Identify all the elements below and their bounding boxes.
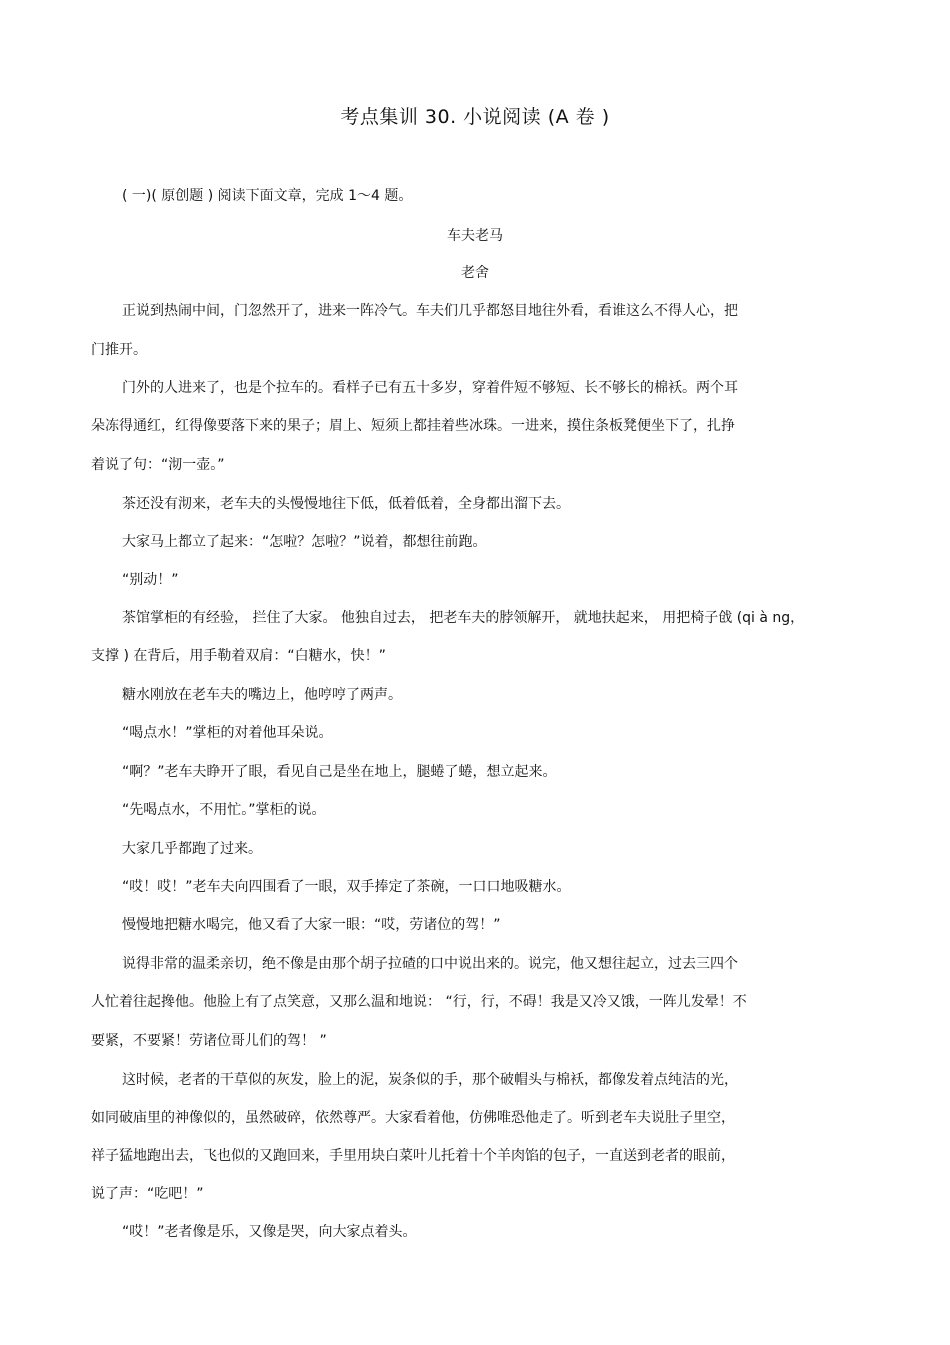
paragraph-line: “喝点水！”掌柜的对着他耳朵说。 [122,725,333,741]
paragraph-line: 茶还没有沏来，老车夫的头慢慢地往下低，低着低着，全身都出溜下去。 [122,496,570,512]
paragraph-line: 人忙着往起搀他。他脸上有了点笑意，又那么温和地说： “行，行，不碍！我是又冷又饿，一阵儿发晕！不 [91,994,747,1010]
paragraph-line: 门推开。 [91,342,147,358]
paragraph-line: 朵冻得通红，红得像要落下来的果子；眉上、短须上都挂着些冰珠。一进来，摸住条板凳便坐下了，扎挣 [91,418,735,434]
story-title: 车夫老马 [447,228,503,244]
paragraph-line: 说得非常的温柔亲切，绝不像是由那个胡子拉碴的口中说出来的。说完，他又想往起立，过去三四个 [122,956,738,972]
paragraph-line: 要紧，不要紧！劳诸位哥儿们的驾！ ” [91,1033,327,1049]
paragraph-line: “啊？”老车夫睁开了眼，看见自己是坐在地上，腿蜷了蜷，想立起来。 [122,764,557,780]
paragraph-line: 慢慢地把糖水喝完，他又看了大家一眼：“哎，劳诸位的驾！” [122,917,501,933]
paragraph-line: 茶馆掌柜的有经验， 拦住了大家。 他独自过去， 把老车夫的脖领解开， 就地扶起来， 用把椅子戗 (qi à ng， [122,610,805,626]
paragraph-line: 着说了句：“沏一壶。” [91,457,225,473]
paragraph-line: 说了声：“吃吧！” [91,1186,204,1202]
paragraph-line: “哎！哎！”老车夫向四围看了一眼，双手捧定了茶碗，一口口地吸糖水。 [122,879,571,895]
paragraph-line: 支撑 ) 在背后，用手勒着双肩：“白糖水，快！” [91,648,386,664]
paragraph-line: “哎！”老者像是乐，又像是哭，向大家点着头。 [122,1224,417,1240]
paragraph-line: 如同破庙里的神像似的，虽然破碎，依然尊严。大家看着他，仿佛唯恐他走了。听到老车夫说肚子里空， [91,1110,735,1126]
paragraph-line: 正说到热闹中间，门忽然开了，进来一阵冷气。车夫们几乎都怒目地往外看，看谁这么不得人心，把 [122,303,738,319]
paragraph-line: “先喝点水，不用忙。”掌柜的说。 [122,802,326,818]
paragraph-line: 大家马上都立了起来：“怎啦？怎啦？”说着，都想往前跑。 [122,534,487,550]
paragraph-line: 糖水刚放在老车夫的嘴边上，他哼哼了两声。 [122,687,402,703]
paragraph-line: “别动！” [122,572,179,588]
section-intro: ( 一)( 原创题 ) 阅读下面文章，完成 1～4 题。 [122,188,413,204]
paragraph-line: 大家几乎都跑了过来。 [122,841,262,857]
page-title: 考点集训 30. 小说阅读 (A 卷 ) [340,106,610,128]
story-author: 老舍 [461,265,489,281]
paragraph-line: 门外的人进来了，也是个拉车的。看样子已有五十多岁，穿着件短不够短、长不够长的棉袄。两个耳 [122,380,738,396]
paragraph-line: 这时候，老者的干草似的灰发，脸上的泥，炭条似的手，那个破帽头与棉袄，都像发着点纯洁的光， [122,1072,738,1088]
paragraph-line: 祥子猛地跑出去，飞也似的又跑回来，手里用块白菜叶儿托着十个羊肉馅的包子，一直送到老者的眼前， [91,1148,735,1164]
